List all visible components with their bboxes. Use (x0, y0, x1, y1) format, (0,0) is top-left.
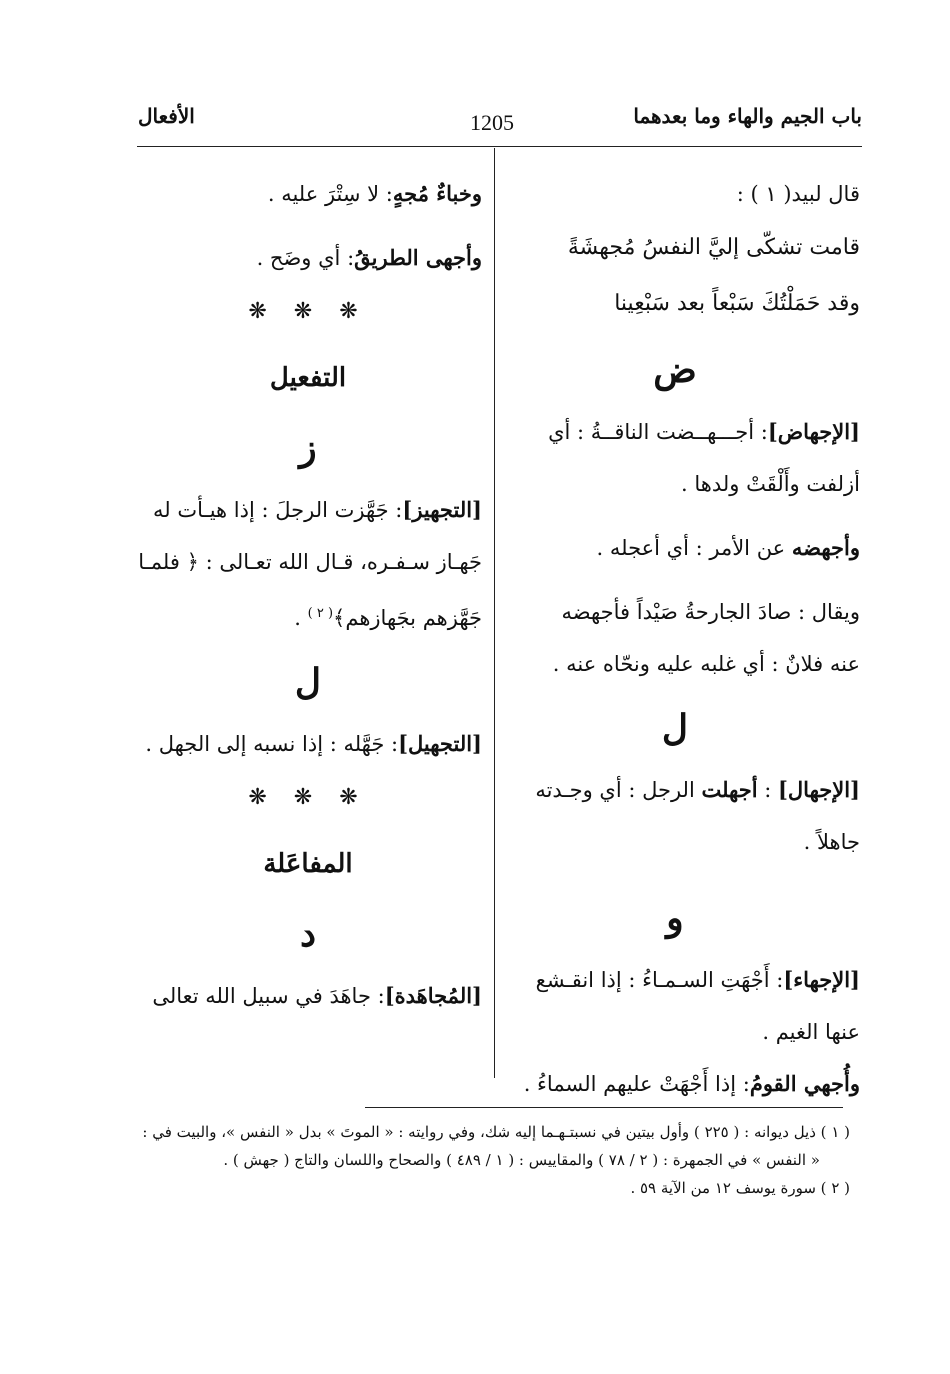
entry-ijhal-headword: [الإجهال] (777, 777, 860, 802)
entry-mujahada (134, 970, 482, 1022)
letter-heading-zay: ز (299, 427, 317, 469)
entry-ijha-headword: [الإجهاء] (783, 967, 860, 992)
entry-qawm (490, 1058, 860, 1110)
entry-tariq (134, 232, 482, 284)
entry-tajhiz-text-2: جَهـاز سـفـره، قـال الله تعـالى : ﴿ فلمـا (138, 550, 482, 574)
entry-ajhadahu-headword: وأجهضه (791, 535, 860, 560)
right-column (490, 168, 860, 1110)
entry-tariq-text: : أي وضَح . (256, 246, 355, 270)
entry-tajhiz-headword: [التجهيز] (402, 497, 482, 522)
entry-yuqal-text-2: عنه فلانٌ : أي غلبه عليه ونحّاه عنه . (552, 652, 860, 676)
footnote-1-line-2: « النفس » في الجمهرة : ( ٢ / ٧٨ ) والمقاييس : ( ١ / ٤٨٩ ) والصحاح واللسان والتاج ( جهش ) . (223, 1151, 820, 1169)
footnotes (130, 1118, 850, 1202)
verse-line-1: قامت تشكّى إليَّ النفسُ مُجهشَةً (567, 235, 860, 260)
entry-ijhad-headword: [الإجهاض] (767, 419, 860, 444)
entry-ijha-text-2: عنها الغيم . (762, 1020, 860, 1044)
entry-tajhiz (134, 484, 482, 536)
entry-mujahada-text: : جاهَدَ في سبيل الله تعالى (152, 984, 385, 1008)
entry-tajhil-text: : جَهَّله : إذا نسبه إلى الجهل . (145, 732, 399, 756)
entry-qawm-headword: وأُجهي القومُ (749, 1071, 860, 1096)
entry-yuqal-text-1: ويقال : صادَ الجارحةُ صَيْداً فأجهضه (561, 600, 860, 624)
section-heading-tafil: التفعيل (269, 363, 347, 393)
left-column (134, 168, 482, 1022)
section-title: الأفعال (138, 104, 195, 128)
entry-ijhad-text-1: : أجـــهــضت الناقــةُ : أي (548, 420, 768, 444)
entry-ijhad-text-2: أزلفت وأَلْقَتْ ولدها . (681, 472, 860, 496)
entry-ajhadahu-text: عن الأمر : أي أعجله . (596, 536, 792, 560)
entry-ijha-text-1: : أَجْهَتِ السـمـاءُ : إذا انقـشع (535, 968, 784, 992)
letter-heading-dal: د (299, 913, 317, 955)
entry-ijhal-verb: أجهلت (701, 777, 758, 802)
entry-mujahada-headword: [المُجاهَدة] (384, 983, 482, 1008)
entry-ijhad (490, 406, 860, 458)
entry-tajhil (134, 718, 482, 770)
page-number: 1205 (470, 110, 514, 135)
entry-tajhiz-text-1: : جَهَّزت الرجلَ : إذا هيـأت له (153, 498, 403, 522)
letter-heading-waw: و (666, 897, 684, 939)
letter-heading-lam: ل (661, 707, 689, 749)
letter-heading-dad: ض (653, 349, 697, 391)
entry-khiba-text: : لا سِتْرَ عليه . (267, 182, 393, 206)
entry-tajhil-headword: [التجهيل] (398, 731, 482, 756)
chapter-title: باب الجيم والهاء وما بعدهما (633, 104, 862, 128)
footnote-2: ( ٢ ) سورة يوسف ١٢ من الآية ٥٩ . (630, 1179, 850, 1197)
entry-tariq-headword: وأجهى الطريقُ (354, 245, 482, 270)
entry-qawm-text: : إذا أَجْهَتْ عليهم السماءُ . (523, 1072, 750, 1096)
entry-ijhal-text-2: جاهلاً . (803, 830, 860, 854)
entry-khiba-headword: وخباءٌ مُجهٍ (392, 181, 482, 206)
entry-ijhal (490, 764, 860, 816)
entry-ajhadahu (490, 522, 860, 574)
entry-tajhiz-end: . (294, 606, 308, 630)
entry-ijhal-sep: : (757, 778, 778, 802)
section-separator-stars-2: ❋ ❋ ❋ (248, 785, 368, 810)
entry-ijhal-text-1: الرجل : أي وجـدته (535, 778, 702, 802)
quote-intro: قال لبيد( ١ ) : (736, 182, 860, 206)
verse-line-2: وقد حَمَلْتُكَ سَبْعاً بعد سَبْعِينا (614, 291, 860, 316)
entry-tajhiz-line-3 (134, 588, 482, 644)
letter-heading-lam-2: ل (294, 661, 322, 703)
footnote-ref-2: ( ٢ ) (307, 606, 334, 621)
section-separator-stars: ❋ ❋ ❋ (248, 299, 368, 324)
header-rule (137, 146, 862, 147)
footnote-1-line-1: ( ١ ) ذيل ديوانه : ( ٢٢٥ ) وأول بيتين في نسبتـهـما إليه شك، وفي روايته : « الموتَ » بدل « النفس »، والبيت في : (142, 1123, 850, 1141)
section-heading-mufaala: المفاعَلة (263, 849, 353, 879)
footnote-rule (365, 1107, 843, 1108)
entry-tajhiz-text-3: جَهَّزهم بجَهازهم﴾ (333, 606, 482, 630)
entry-khiba (134, 168, 482, 220)
entry-ijha (490, 954, 860, 1006)
